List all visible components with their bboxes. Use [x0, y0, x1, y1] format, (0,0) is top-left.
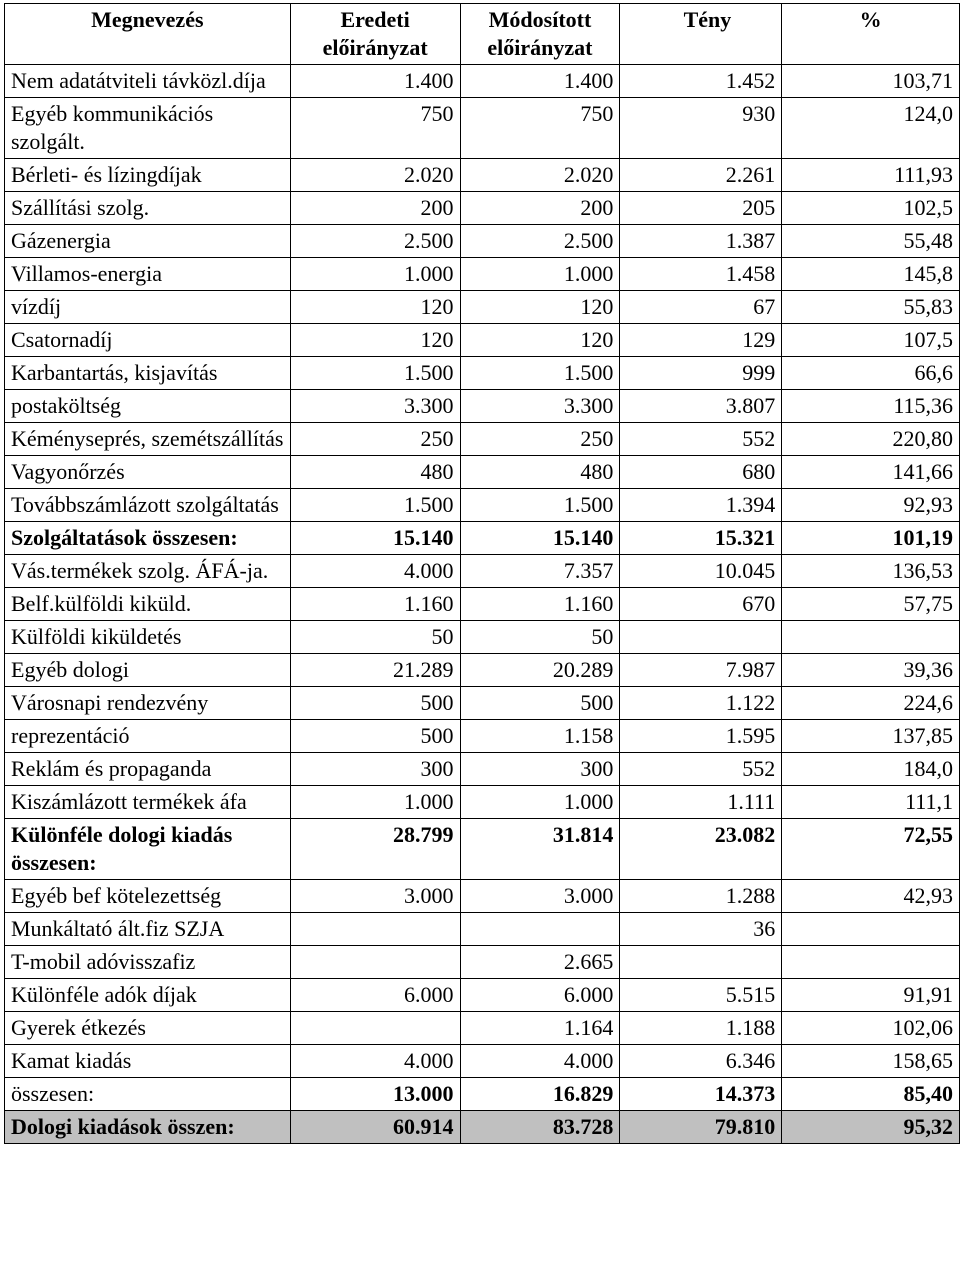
cell-name: Nem adatátviteli távközl.díja — [5, 65, 291, 98]
cell-actual: 680 — [620, 456, 782, 489]
table-row — [5, 225, 960, 258]
cell-name: Csatornadíj — [5, 324, 291, 357]
cell-original: 13.000 — [290, 1078, 460, 1111]
cell-percent: 115,36 — [782, 390, 960, 423]
cell-name: Egyéb dologi — [5, 654, 291, 687]
cell-original: 120 — [290, 291, 460, 324]
cell-modified: 3.000 — [460, 880, 620, 913]
cell-percent: 72,55 — [782, 819, 960, 880]
cell-actual: 6.346 — [620, 1045, 782, 1078]
cell-modified: 120 — [460, 291, 620, 324]
cell-actual: 1.394 — [620, 489, 782, 522]
cell-modified: 120 — [460, 324, 620, 357]
cell-percent: 107,5 — [782, 324, 960, 357]
table-row — [5, 979, 960, 1012]
cell-actual: 36 — [620, 913, 782, 946]
cell-percent: 111,1 — [782, 786, 960, 819]
cell-percent: 184,0 — [782, 753, 960, 786]
cell-percent: 111,93 — [782, 159, 960, 192]
cell-actual: 930 — [620, 98, 782, 159]
cell-percent: 95,32 — [782, 1111, 960, 1144]
cell-percent: 39,36 — [782, 654, 960, 687]
cell-modified — [460, 913, 620, 946]
cell-percent: 101,19 — [782, 522, 960, 555]
table-row — [5, 357, 960, 390]
cell-actual: 552 — [620, 423, 782, 456]
cell-actual: 2.261 — [620, 159, 782, 192]
table-row — [5, 65, 960, 98]
cell-actual: 23.082 — [620, 819, 782, 880]
cell-percent: 158,65 — [782, 1045, 960, 1078]
cell-name: Különféle dologi kiadás összesen: — [5, 819, 291, 880]
cell-percent: 141,66 — [782, 456, 960, 489]
cell-actual: 3.807 — [620, 390, 782, 423]
cell-name: postaköltség — [5, 390, 291, 423]
cell-original: 250 — [290, 423, 460, 456]
cell-original: 1.500 — [290, 489, 460, 522]
grand-total-row — [5, 1111, 960, 1144]
cell-actual: 14.373 — [620, 1078, 782, 1111]
cell-actual: 1.452 — [620, 65, 782, 98]
cell-name: Különféle adók díjak — [5, 979, 291, 1012]
cell-actual: 670 — [620, 588, 782, 621]
cell-actual: 7.987 — [620, 654, 782, 687]
cell-original: 60.914 — [290, 1111, 460, 1144]
cell-actual: 10.045 — [620, 555, 782, 588]
cell-original: 50 — [290, 621, 460, 654]
cell-modified: 15.140 — [460, 522, 620, 555]
cell-actual: 1.288 — [620, 880, 782, 913]
cell-original: 500 — [290, 720, 460, 753]
table-row — [5, 786, 960, 819]
cell-name: Továbbszámlázott szolgáltatás — [5, 489, 291, 522]
cell-percent: 57,75 — [782, 588, 960, 621]
cell-percent: 91,91 — [782, 979, 960, 1012]
table-row — [5, 946, 960, 979]
header-percent: % — [782, 4, 960, 65]
cell-original: 4.000 — [290, 1045, 460, 1078]
cell-name: összesen: — [5, 1078, 291, 1111]
table-row — [5, 1045, 960, 1078]
table-row — [5, 291, 960, 324]
cell-actual: 1.188 — [620, 1012, 782, 1045]
budget-table-body — [5, 4, 960, 1144]
cell-original: 1.000 — [290, 786, 460, 819]
cell-modified: 2.665 — [460, 946, 620, 979]
cell-percent: 103,71 — [782, 65, 960, 98]
header-row — [5, 4, 960, 65]
cell-modified: 31.814 — [460, 819, 620, 880]
cell-actual: 1.595 — [620, 720, 782, 753]
cell-modified: 7.357 — [460, 555, 620, 588]
cell-actual: 552 — [620, 753, 782, 786]
cell-modified: 6.000 — [460, 979, 620, 1012]
cell-original: 3.300 — [290, 390, 460, 423]
cell-actual: 1.458 — [620, 258, 782, 291]
cell-original: 6.000 — [290, 979, 460, 1012]
cell-percent: 66,6 — [782, 357, 960, 390]
cell-actual: 1.111 — [620, 786, 782, 819]
table-row — [5, 390, 960, 423]
cell-modified: 1.500 — [460, 357, 620, 390]
cell-modified: 83.728 — [460, 1111, 620, 1144]
table-row — [5, 324, 960, 357]
cell-original — [290, 1012, 460, 1045]
cell-name: Bérleti- és lízingdíjak — [5, 159, 291, 192]
cell-percent: 102,5 — [782, 192, 960, 225]
cell-modified: 50 — [460, 621, 620, 654]
cell-name: Kiszámlázott termékek áfa — [5, 786, 291, 819]
cell-modified: 250 — [460, 423, 620, 456]
cell-name: Gyerek étkezés — [5, 1012, 291, 1045]
cell-original: 2.500 — [290, 225, 460, 258]
cell-modified: 3.300 — [460, 390, 620, 423]
cell-original: 3.000 — [290, 880, 460, 913]
cell-name: Egyéb kommunikációs szolgált. — [5, 98, 291, 159]
table-row — [5, 489, 960, 522]
cell-modified: 750 — [460, 98, 620, 159]
cell-name: Gázenergia — [5, 225, 291, 258]
header-modified: Módosított előirányzat — [460, 4, 620, 65]
cell-name: Reklám és propaganda — [5, 753, 291, 786]
cell-percent: 145,8 — [782, 258, 960, 291]
table-row — [5, 588, 960, 621]
cell-percent: 92,93 — [782, 489, 960, 522]
cell-name: vízdíj — [5, 291, 291, 324]
cell-original: 4.000 — [290, 555, 460, 588]
cell-name: Egyéb bef kötelezettség — [5, 880, 291, 913]
table-row — [5, 654, 960, 687]
cell-percent: 55,83 — [782, 291, 960, 324]
subtotal-row — [5, 522, 960, 555]
header-original: Eredeti előirányzat — [290, 4, 460, 65]
cell-original: 750 — [290, 98, 460, 159]
cell-modified: 1.158 — [460, 720, 620, 753]
cell-original — [290, 913, 460, 946]
cell-name: Vagyonőrzés — [5, 456, 291, 489]
subtotal-row — [5, 819, 960, 880]
cell-name: Szállítási szolg. — [5, 192, 291, 225]
cell-actual: 999 — [620, 357, 782, 390]
cell-original — [290, 946, 460, 979]
cell-modified: 480 — [460, 456, 620, 489]
budget-table — [4, 3, 960, 1144]
table-row — [5, 159, 960, 192]
cell-name: Karbantartás, kisjavítás — [5, 357, 291, 390]
cell-original: 1.400 — [290, 65, 460, 98]
cell-actual: 5.515 — [620, 979, 782, 1012]
cell-name: Belf.külföldi kiküld. — [5, 588, 291, 621]
cell-original: 21.289 — [290, 654, 460, 687]
cell-original: 2.020 — [290, 159, 460, 192]
cell-original: 120 — [290, 324, 460, 357]
cell-original: 15.140 — [290, 522, 460, 555]
cell-name: Vás.termékek szolg. ÁFÁ-ja. — [5, 555, 291, 588]
header-actual: Tény — [620, 4, 782, 65]
cell-name: Kamat kiadás — [5, 1045, 291, 1078]
cell-percent: 220,80 — [782, 423, 960, 456]
cell-modified: 16.829 — [460, 1078, 620, 1111]
cell-percent — [782, 946, 960, 979]
cell-original: 500 — [290, 687, 460, 720]
cell-actual — [620, 946, 782, 979]
cell-percent: 224,6 — [782, 687, 960, 720]
cell-percent: 55,48 — [782, 225, 960, 258]
cell-modified: 300 — [460, 753, 620, 786]
cell-name: Külföldi kiküldetés — [5, 621, 291, 654]
cell-name: Szolgáltatások összesen: — [5, 522, 291, 555]
cell-name: Kéményseprés, szemétszállítás — [5, 423, 291, 456]
table-row — [5, 456, 960, 489]
table-row — [5, 423, 960, 456]
cell-actual: 67 — [620, 291, 782, 324]
cell-percent: 42,93 — [782, 880, 960, 913]
cell-modified: 1.164 — [460, 1012, 620, 1045]
cell-modified: 1.160 — [460, 588, 620, 621]
header-name: Megnevezés — [5, 4, 291, 65]
cell-original: 1.000 — [290, 258, 460, 291]
cell-percent — [782, 621, 960, 654]
cell-actual — [620, 621, 782, 654]
cell-modified: 200 — [460, 192, 620, 225]
cell-percent — [782, 913, 960, 946]
table-row — [5, 720, 960, 753]
cell-actual: 79.810 — [620, 1111, 782, 1144]
cell-percent: 102,06 — [782, 1012, 960, 1045]
cell-modified: 4.000 — [460, 1045, 620, 1078]
cell-name: Villamos-energia — [5, 258, 291, 291]
cell-original: 200 — [290, 192, 460, 225]
cell-modified: 500 — [460, 687, 620, 720]
cell-percent: 136,53 — [782, 555, 960, 588]
cell-original: 28.799 — [290, 819, 460, 880]
table-row — [5, 687, 960, 720]
subtotal-row — [5, 1078, 960, 1111]
cell-name: T-mobil adóvisszafiz — [5, 946, 291, 979]
cell-modified: 2.500 — [460, 225, 620, 258]
cell-name: Városnapi rendezvény — [5, 687, 291, 720]
cell-modified: 20.289 — [460, 654, 620, 687]
cell-original: 1.500 — [290, 357, 460, 390]
cell-percent: 124,0 — [782, 98, 960, 159]
table-row — [5, 913, 960, 946]
cell-modified: 1.000 — [460, 786, 620, 819]
cell-actual: 129 — [620, 324, 782, 357]
cell-name: Munkáltató ált.fiz SZJA — [5, 913, 291, 946]
cell-modified: 1.400 — [460, 65, 620, 98]
table-row — [5, 258, 960, 291]
table-row — [5, 1012, 960, 1045]
cell-modified: 2.020 — [460, 159, 620, 192]
table-row — [5, 192, 960, 225]
cell-original: 1.160 — [290, 588, 460, 621]
cell-original: 480 — [290, 456, 460, 489]
cell-name: reprezentáció — [5, 720, 291, 753]
table-row — [5, 98, 960, 159]
cell-modified: 1.000 — [460, 258, 620, 291]
cell-modified: 1.500 — [460, 489, 620, 522]
cell-original: 300 — [290, 753, 460, 786]
cell-percent: 85,40 — [782, 1078, 960, 1111]
table-row — [5, 753, 960, 786]
cell-actual: 1.122 — [620, 687, 782, 720]
cell-name: Dologi kiadások összen: — [5, 1111, 291, 1144]
cell-actual: 205 — [620, 192, 782, 225]
cell-percent: 137,85 — [782, 720, 960, 753]
table-row — [5, 555, 960, 588]
cell-actual: 1.387 — [620, 225, 782, 258]
table-row — [5, 621, 960, 654]
table-row — [5, 880, 960, 913]
cell-actual: 15.321 — [620, 522, 782, 555]
